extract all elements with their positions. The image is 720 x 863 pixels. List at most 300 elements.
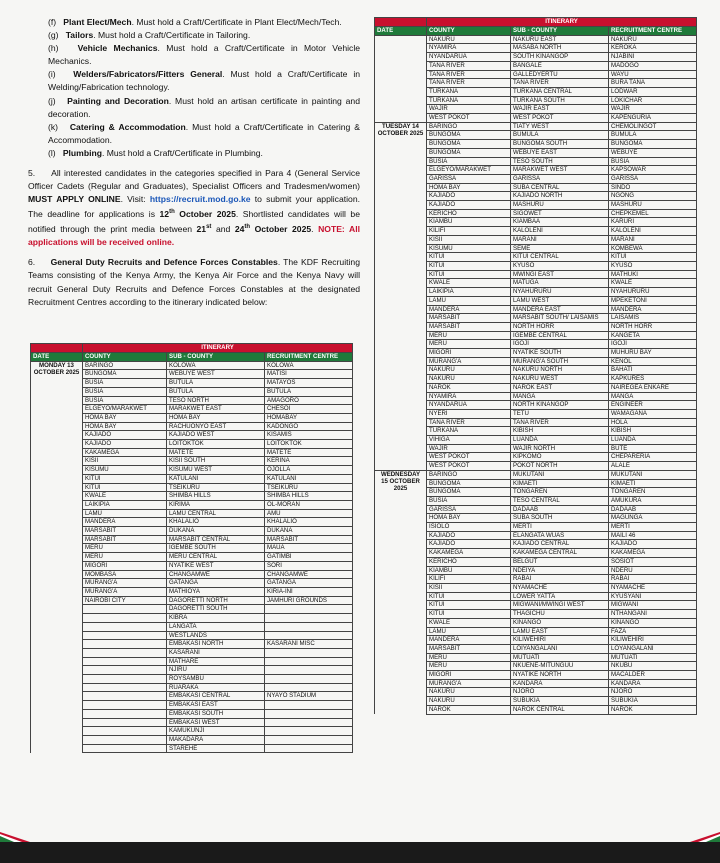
cell-county: [83, 727, 167, 736]
trades-list: [28, 16, 360, 160]
cell-subcounty: LOWER YATTA: [511, 592, 609, 601]
cell-subcounty: SUBA SOUTH: [511, 514, 609, 523]
cell-subcounty: NKUENE-MITUNGUU: [511, 662, 609, 671]
cell-subcounty: DAGORETTI SOUTH: [167, 605, 265, 614]
cell-subcounty: KAJIADO NORTH: [511, 192, 609, 201]
cell-county: KITUI: [83, 483, 167, 492]
cell-subcounty: KASARANI: [167, 648, 265, 657]
cell-subcounty: TANA RIVER: [511, 79, 609, 88]
cell-subcounty: MWINGI EAST: [511, 270, 609, 279]
cell-centre: KITUI: [609, 253, 697, 262]
cell-centre: OJOLLA: [265, 466, 353, 475]
cell-centre: MUHURU BAY: [609, 349, 697, 358]
cell-subcounty: MATHIOYA: [167, 587, 265, 596]
cell-centre: KANGETA: [609, 331, 697, 340]
cell-centre: [265, 735, 353, 744]
cell-centre: KHALALIO: [265, 518, 353, 527]
cell-subcounty: MARANI: [511, 235, 609, 244]
cell-centre: LODWAR: [609, 87, 697, 96]
cell-county: MURANG'A: [427, 357, 511, 366]
cell-county: MERU: [83, 544, 167, 553]
itinerary-table-right: [374, 17, 697, 715]
trade-letter: (g): [48, 30, 59, 41]
cell-centre: MATAYOS: [265, 379, 353, 388]
text-column: [28, 16, 360, 309]
cell-subcounty: LAMU WEST: [511, 296, 609, 305]
cell-centre: KARURI: [609, 218, 697, 227]
cell-subcounty: STAREHE: [167, 744, 265, 753]
cell-county: LAIKIPIA: [83, 500, 167, 509]
cell-centre: GATANGA: [265, 579, 353, 588]
table-header-row: [375, 27, 697, 36]
cell-county: MARSABIT: [427, 644, 511, 653]
cell-subcounty: DUKANA: [167, 527, 265, 536]
cell-county: TURKANA: [427, 96, 511, 105]
cell-centre: KENOL: [609, 357, 697, 366]
cell-subcounty: GATANGA: [167, 579, 265, 588]
cell-centre: ALALE: [609, 462, 697, 471]
cell-subcounty: NYATIKE WEST: [167, 561, 265, 570]
cell-centre: MANGA: [609, 392, 697, 401]
cell-subcounty: LOITOKTOK: [167, 440, 265, 449]
cell-subcounty: BUMULA: [511, 131, 609, 140]
trade-letter: (f): [48, 17, 57, 27]
cell-county: [83, 701, 167, 710]
application-link[interactable]: https://recruit.mod.go.ke: [149, 194, 251, 205]
cell-county: [83, 718, 167, 727]
cell-subcounty: GALLEDYERTU: [511, 70, 609, 79]
cell-centre: [265, 718, 353, 727]
cell-subcounty: TIATY WEST: [511, 122, 609, 131]
cell-subcounty: WEBUYE WEST: [167, 370, 265, 379]
cell-subcounty: NYAMACHE: [511, 584, 609, 593]
cell-centre: WAYU: [609, 70, 697, 79]
cell-county: BUNGOMA: [427, 479, 511, 488]
cell-centre: AMUKURA: [609, 496, 697, 505]
header-date: DATE: [31, 353, 83, 362]
cell-centre: CHEPKEMEL: [609, 209, 697, 218]
cell-subcounty: WESTLANDS: [167, 631, 265, 640]
row-date: WEDNESDAY 15 OCTOBER 2025: [375, 470, 427, 714]
cell-county: MURANG'A: [83, 587, 167, 596]
cell-county: [83, 675, 167, 684]
cell-centre: KAKAMEGA: [609, 549, 697, 558]
trade-text: . Must hold a Craft/Certificate in Catering & Accommodation.: [48, 121, 360, 145]
cell-subcounty: NAKURU WEST: [511, 375, 609, 384]
cell-centre: KAPENGURIA: [609, 114, 697, 123]
cell-county: BARINGO: [83, 361, 167, 370]
cell-subcounty: WEBUYE EAST: [511, 148, 609, 157]
cell-centre: LAISAMIS: [609, 314, 697, 323]
cell-county: MERU: [427, 653, 511, 662]
cell-subcounty: SEME: [511, 244, 609, 253]
cell-centre: BUTE: [609, 444, 697, 453]
cell-subcounty: LANGATA: [167, 622, 265, 631]
cell-centre: KWALE: [609, 279, 697, 288]
cell-subcounty: KAJIADO CENTRAL: [511, 540, 609, 549]
cell-centre: IGOJI: [609, 340, 697, 349]
online-note: NOTE: All applications will be received online.: [28, 224, 360, 248]
cell-subcounty: MATETE: [167, 448, 265, 457]
trade-letter: (j): [48, 95, 56, 106]
cell-county: KITUI: [427, 610, 511, 619]
cell-subcounty: RUARAKA: [167, 683, 265, 692]
cell-subcounty: KIAMBAA: [511, 218, 609, 227]
cell-county: BUNGOMA: [427, 488, 511, 497]
cell-county: MARSABIT: [427, 314, 511, 323]
cell-county: KILIFI: [427, 575, 511, 584]
cell-county: ELGEYO/MARAKWET: [427, 166, 511, 175]
cell-centre: [265, 701, 353, 710]
cell-county: LAIKIPIA: [427, 288, 511, 297]
cell-subcounty: NORTH HORR: [511, 322, 609, 331]
trade-name: Tailors: [65, 30, 94, 41]
cell-centre: MANDERA: [609, 305, 697, 314]
cell-centre: [265, 605, 353, 614]
cell-county: MERU: [427, 662, 511, 671]
cell-centre: CHESOI: [265, 405, 353, 414]
cell-subcounty: MARAKWET WEST: [511, 166, 609, 175]
cell-subcounty: KIBRA: [167, 614, 265, 623]
cell-centre: MASHURU: [609, 201, 697, 210]
cell-county: MARSABIT: [83, 527, 167, 536]
cell-county: TANA RIVER: [427, 61, 511, 70]
trade-text: . Must hold a Craft/Certificate in Plumbing.: [101, 147, 263, 158]
cell-county: KAJIADO: [427, 192, 511, 201]
cell-county: WAJIR: [427, 105, 511, 114]
cell-county: KAKAMEGA: [83, 448, 167, 457]
cell-centre: [265, 631, 353, 640]
cell-county: KAJIADO: [83, 440, 167, 449]
footer-bar: [0, 842, 720, 863]
cell-centre: LOITOKTOK: [265, 440, 353, 449]
cell-centre: MATETE: [265, 448, 353, 457]
table-title-spacer: [375, 18, 427, 27]
cell-centre: KANDARA: [609, 679, 697, 688]
trade-name: Plant Elect/Mech: [63, 17, 132, 27]
deadline-date: 12th October 2025: [159, 209, 236, 220]
header-subcounty: SUB - COUNTY: [511, 27, 609, 36]
cell-county: ELGEYO/MARAKWET: [83, 405, 167, 414]
cell-county: [83, 735, 167, 744]
cell-county: NYERI: [427, 409, 511, 418]
cell-subcounty: POKOT NORTH: [511, 462, 609, 471]
cell-county: KIAMBU: [427, 218, 511, 227]
cell-subcounty: KITUI CENTRAL: [511, 253, 609, 262]
trade-item: [28, 95, 360, 121]
cell-subcounty: MASHURU: [511, 201, 609, 210]
cell-county: BUSIA: [427, 496, 511, 505]
cell-subcounty: EMBAKASI WEST: [167, 718, 265, 727]
cell-centre: LOKICHAR: [609, 96, 697, 105]
cell-centre: NGONG: [609, 192, 697, 201]
cell-subcounty: IGOJI: [511, 340, 609, 349]
cell-county: [83, 631, 167, 640]
cell-centre: SUBUKIA: [609, 697, 697, 706]
paragraph-number: 6.: [28, 257, 36, 268]
cell-centre: OL-MORAN: [265, 500, 353, 509]
cell-subcounty: MANGA: [511, 392, 609, 401]
cell-subcounty: BUNGOMA SOUTH: [511, 140, 609, 149]
cell-subcounty: NDEIYA: [511, 566, 609, 575]
table-row: [375, 470, 697, 479]
cell-county: [83, 648, 167, 657]
cell-centre: NAKURU: [609, 35, 697, 44]
cell-county: [83, 683, 167, 692]
paragraph-text: and: [211, 224, 235, 235]
cell-centre: GATIMBI: [265, 553, 353, 562]
cell-centre: MUTUATI: [609, 653, 697, 662]
cell-centre: BURA TANA: [609, 79, 697, 88]
cell-county: HOMA BAY: [427, 514, 511, 523]
cell-county: KAJIADO: [427, 540, 511, 549]
cell-centre: KYUSO: [609, 261, 697, 270]
cell-county: WEST POKOT: [427, 462, 511, 471]
row-date: [375, 35, 427, 122]
cell-county: KAKAMEGA: [427, 549, 511, 558]
cell-centre: KOMBEWA: [609, 244, 697, 253]
cell-subcounty: SHIMBA HILLS: [167, 492, 265, 501]
cell-county: MERU: [83, 553, 167, 562]
cell-county: NYANDARUA: [427, 401, 511, 410]
cell-county: TURKANA: [427, 427, 511, 436]
table-header-row: [31, 353, 353, 362]
cell-county: MARSABIT: [427, 322, 511, 331]
cell-county: NAIROBI CITY: [83, 596, 167, 605]
cell-centre: GARISSA: [609, 174, 697, 183]
cell-centre: MPEKETONI: [609, 296, 697, 305]
cell-centre: BUMULA: [609, 131, 697, 140]
cell-county: NYANDARUA: [427, 53, 511, 62]
cell-county: TANA RIVER: [427, 70, 511, 79]
cell-county: KISII: [83, 457, 167, 466]
cell-centre: LUANDA: [609, 436, 697, 445]
cell-subcounty: NORTH KINANGOP: [511, 401, 609, 410]
trade-text: . Must hold a Craft/Certificate in Tailoring.: [93, 30, 251, 41]
cell-subcounty: MARSABIT SOUTH/ LAISAMIS: [511, 314, 609, 323]
cell-county: BUSIA: [83, 379, 167, 388]
cell-subcounty: EMBAKASI SOUTH: [167, 709, 265, 718]
cell-subcounty: SIGOWET: [511, 209, 609, 218]
table-row: [375, 122, 697, 131]
cell-subcounty: NAROK EAST: [511, 383, 609, 392]
cell-centre: MACALDER: [609, 671, 697, 680]
cell-centre: SORI: [265, 561, 353, 570]
cell-subcounty: ROYSAMBU: [167, 675, 265, 684]
cell-centre: [265, 675, 353, 684]
cell-subcounty: KIPKOMO: [511, 453, 609, 462]
must-apply-text: MUST APPLY ONLINE: [28, 194, 121, 205]
cell-subcounty: NYATIKE NORTH: [511, 671, 609, 680]
cell-county: KISUMU: [83, 466, 167, 475]
cell-centre: MERTI: [609, 523, 697, 532]
cell-subcounty: MAKADARA: [167, 735, 265, 744]
cell-centre: AMU: [265, 509, 353, 518]
cell-county: MERU: [427, 331, 511, 340]
cell-centre: CHEMOLINGOT: [609, 122, 697, 131]
cell-county: KAJIADO: [83, 431, 167, 440]
cell-county: KILIFI: [427, 227, 511, 236]
trade-text: . Must hold a Craft/Certificate in Motor Vehicle Mechanics.: [48, 43, 361, 67]
cell-centre: MARSABIT: [265, 535, 353, 544]
cell-county: NAKURU: [427, 366, 511, 375]
cell-county: KISII: [427, 235, 511, 244]
cell-subcounty: LAMU EAST: [511, 627, 609, 636]
cell-subcounty: LOIYANGALANI: [511, 644, 609, 653]
cell-centre: AMAGORO: [265, 396, 353, 405]
header-date: DATE: [375, 27, 427, 36]
cell-subcounty: KYUSO: [511, 261, 609, 270]
cell-county: LAMU: [427, 296, 511, 305]
cell-subcounty: TESO CENTRAL: [511, 496, 609, 505]
cell-subcounty: SUBUKIA: [511, 697, 609, 706]
cell-subcounty: KOLOWA: [167, 361, 265, 370]
cell-county: KAJIADO: [427, 531, 511, 540]
cell-centre: LOYANGALANI: [609, 644, 697, 653]
paragraph-text: .: [311, 224, 319, 235]
cell-subcounty: KISUMU WEST: [167, 466, 265, 475]
cell-centre: NYAHURURU: [609, 288, 697, 297]
cell-county: BUNGOMA: [427, 131, 511, 140]
cell-centre: BUNGOMA: [609, 140, 697, 149]
cell-subcounty: MANDERA EAST: [511, 305, 609, 314]
cell-county: NAKURU: [427, 35, 511, 44]
cell-county: [83, 657, 167, 666]
cell-centre: WAJIR: [609, 105, 697, 114]
cell-centre: MAILI 46: [609, 531, 697, 540]
cell-county: [83, 614, 167, 623]
cell-county: MIGORI: [427, 671, 511, 680]
cell-subcounty: EMBAKASI EAST: [167, 701, 265, 710]
cell-subcounty: KILIWEHIRI: [511, 636, 609, 645]
paragraph-heading: General Duty Recruits and Defence Forces Constables: [50, 257, 278, 268]
header-subcounty: SUB - COUNTY: [167, 353, 265, 362]
trade-letter: (i): [48, 69, 56, 80]
cell-centre: SHIMBA HILLS: [265, 492, 353, 501]
header-county: COUNTY: [83, 353, 167, 362]
cell-subcounty: CHANGAMWE: [167, 570, 265, 579]
cell-county: ISIOLO: [427, 523, 511, 532]
cell-county: KITUI: [83, 474, 167, 483]
cell-subcounty: TESO SOUTH: [511, 157, 609, 166]
cell-subcounty: TETU: [511, 409, 609, 418]
cell-centre: DADAAB: [609, 505, 697, 514]
cell-centre: RABAI: [609, 575, 697, 584]
cell-centre: [265, 683, 353, 692]
cell-county: BUSIA: [83, 396, 167, 405]
cell-subcounty: MATUGA: [511, 279, 609, 288]
cell-county: GARISSA: [427, 505, 511, 514]
cell-centre: KISAMIS: [265, 431, 353, 440]
cell-county: KERICHO: [427, 557, 511, 566]
cell-county: MURANG'A: [83, 579, 167, 588]
cell-county: [83, 666, 167, 675]
trade-text: . Must hold a Craft/Certificate in Plant Elect/Mech/Tech.: [131, 17, 342, 27]
cell-centre: BUSIA: [609, 157, 697, 166]
cell-county: BARINGO: [427, 470, 511, 479]
cell-centre: [265, 744, 353, 753]
cell-centre: [265, 666, 353, 675]
cell-county: NAKURU: [427, 688, 511, 697]
cell-county: MANDERA: [427, 636, 511, 645]
shortlist-end-date: 24th October 2025: [234, 224, 312, 235]
cell-county: HOMA BAY: [83, 413, 167, 422]
trade-name: Painting and Decoration: [67, 95, 169, 106]
cell-subcounty: NYATIKE SOUTH: [511, 349, 609, 358]
row-date: TUESDAY 14 OCTOBER 2025: [375, 122, 427, 470]
cell-centre: DUKANA: [265, 527, 353, 536]
cell-subcounty: THAGICHU: [511, 610, 609, 619]
cell-centre: NJABINI: [609, 53, 697, 62]
cell-centre: KAPKURES: [609, 375, 697, 384]
cell-centre: HOLA: [609, 418, 697, 427]
cell-subcounty: IGEMBE CENTRAL: [511, 331, 609, 340]
cell-centre: BAHATI: [609, 366, 697, 375]
trade-letter: (h): [48, 43, 59, 54]
cell-centre: KAJIADO: [609, 540, 697, 549]
cell-county: NAKURU: [427, 697, 511, 706]
cell-subcounty: BANGALE: [511, 61, 609, 70]
cell-centre: KAPSOWAR: [609, 166, 697, 175]
cell-county: BUNGOMA: [427, 148, 511, 157]
cell-subcounty: MARSABIT CENTRAL: [167, 535, 265, 544]
cell-subcounty: SUBA CENTRAL: [511, 183, 609, 192]
cell-centre: ENGINEER: [609, 401, 697, 410]
cell-county: WEST POKOT: [427, 114, 511, 123]
table-title-spacer: [31, 344, 83, 353]
cell-subcounty: SOUTH KINANGOP: [511, 53, 609, 62]
cell-county: MURANG'A: [427, 679, 511, 688]
cell-subcounty: NJIRU: [167, 666, 265, 675]
cell-centre: KOLOWA: [265, 361, 353, 370]
cell-centre: MAGUNGA: [609, 514, 697, 523]
cell-subcounty: DAGORETTI NORTH: [167, 596, 265, 605]
cell-subcounty: TANA RIVER: [511, 418, 609, 427]
cell-county: KISII: [427, 584, 511, 593]
cell-county: WAJIR: [427, 444, 511, 453]
cell-subcounty: KAJIADO WEST: [167, 431, 265, 440]
cell-centre: WEBUYE: [609, 148, 697, 157]
trade-item: [28, 16, 360, 29]
cell-subcounty: MARAKWET EAST: [167, 405, 265, 414]
cell-county: KITUI: [427, 261, 511, 270]
cell-subcounty: MIGWANI/MWINGI WEST: [511, 601, 609, 610]
cell-subcounty: MATHARE: [167, 657, 265, 666]
cell-county: BUNGOMA: [427, 140, 511, 149]
cell-subcounty: KATULANI: [167, 474, 265, 483]
cell-subcounty: RABAI: [511, 575, 609, 584]
cell-county: TURKANA: [427, 87, 511, 96]
cell-subcounty: ELANGATA WUAS: [511, 531, 609, 540]
cell-county: BUSIA: [427, 157, 511, 166]
paragraph-text: . Shortlisted candidates will be notified through the print media between: [28, 209, 360, 235]
paragraph-text: to submit your application. The deadline for applications is: [28, 194, 360, 220]
cell-centre: KALOLENI: [609, 227, 697, 236]
cell-county: KIAMBU: [427, 566, 511, 575]
cell-centre: TONGAREN: [609, 488, 697, 497]
cell-county: TANA RIVER: [427, 418, 511, 427]
cell-centre: [265, 648, 353, 657]
cell-subcounty: WAJIR EAST: [511, 105, 609, 114]
cell-county: MERU: [427, 340, 511, 349]
cell-centre: KYUSYANI: [609, 592, 697, 601]
cell-county: KWALE: [427, 618, 511, 627]
cell-county: [83, 709, 167, 718]
cell-county: MIGORI: [83, 561, 167, 570]
cell-county: [83, 744, 167, 753]
cell-centre: NJORO: [609, 688, 697, 697]
cell-subcounty: KIMAETI: [511, 479, 609, 488]
